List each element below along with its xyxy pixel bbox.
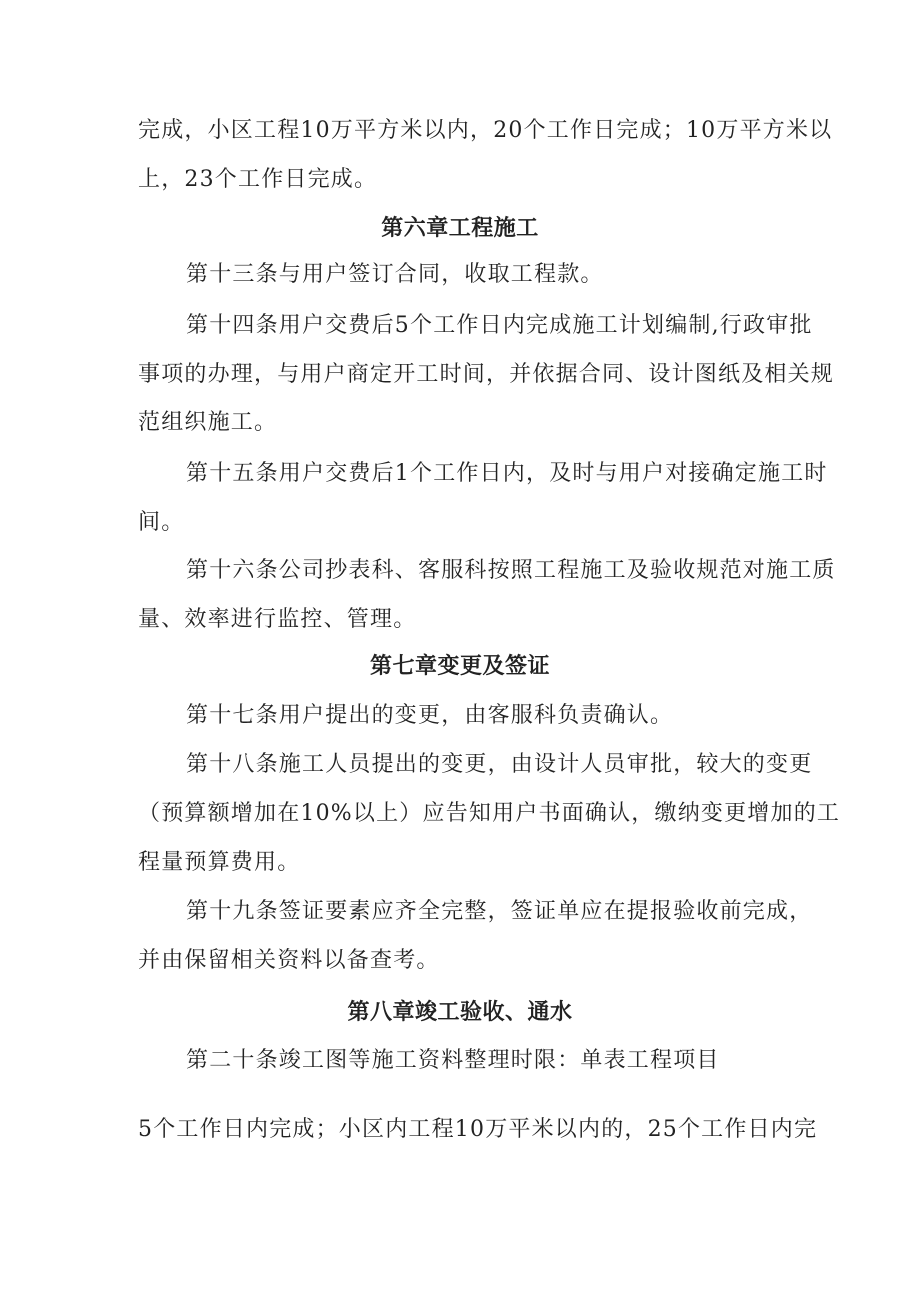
paragraph-line: 间。 <box>138 510 185 535</box>
paragraph-line: 程量预算费用。 <box>138 850 301 875</box>
paragraph-line: 完成，小区工程10万平方米以内，20个工作日完成；10万平方米以 <box>138 118 833 143</box>
chapter-heading-7: 第七章变更及签证 <box>369 654 550 679</box>
paragraph-line: 第二十条竣工图等施工资料整理时限：单表工程项目 <box>186 1048 720 1073</box>
paragraph-line: 第十三条与用户签订合同，收取工程款。 <box>186 262 604 287</box>
paragraph-line: 并由保留相关资料以备查考。 <box>138 948 440 973</box>
paragraph-line: 事项的办理，与用户商定开工时间，并依据合同、设计图纸及相关规 <box>138 362 835 387</box>
paragraph-line: 第十五条用户交费后1个工作日内，及时与用户对接确定施工时 <box>186 461 828 486</box>
paragraph-line: 第十六条公司抄表科、客服科按照工程施工及验收规范对施工质 <box>186 558 836 583</box>
paragraph-line: 第十四条用户交费后5个工作日内完成施工计划编制,行政审批 <box>186 313 813 338</box>
paragraph-line: 上，23个工作日完成。 <box>138 167 378 192</box>
paragraph-line: 范组织施工。 <box>138 410 278 435</box>
paragraph-line: 第十八条施工人员提出的变更，由设计人员审批，较大的变更 <box>186 752 813 777</box>
paragraph-line: 第十七条用户提出的变更，由客服科负责确认。 <box>186 703 674 728</box>
chapter-heading-8: 第八章竣工验收、通水 <box>347 1000 573 1025</box>
paragraph-line: （预算额增加在10%以上）应告知用户书面确认，缴纳变更增加的工 <box>138 801 841 826</box>
paragraph-line: 5个工作日内完成；小区内工程10万平米以内的，25个工作日内完 <box>138 1117 818 1142</box>
paragraph-line: 第十九条签证要素应齐全完整，签证单应在提报验收前完成， <box>186 899 813 924</box>
chapter-heading-6: 第六章工程施工 <box>381 216 539 241</box>
paragraph-line: 量、效率进行监控、管理。 <box>138 607 417 632</box>
